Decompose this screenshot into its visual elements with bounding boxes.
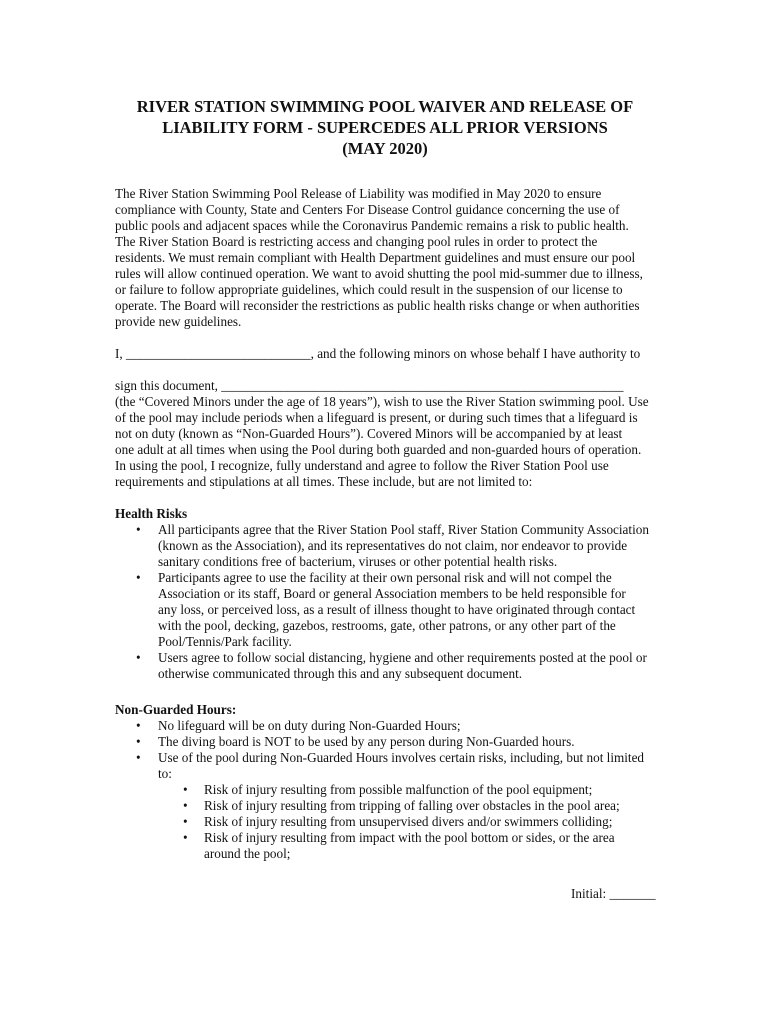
text-line: of the pool may include periods when a lifeguard is present, or during such times that a lifeguard is (115, 410, 638, 425)
bullet: • (136, 718, 141, 733)
bullet: • (136, 570, 141, 585)
document-title (100, 96, 670, 159)
text-line: In using the pool, I recognize, fully understand and agree to follow the River Station Pool use (115, 458, 609, 473)
list-item (115, 650, 675, 666)
sub-list-item (115, 814, 675, 830)
text-line: Pool/Tennis/Park facility. (158, 634, 292, 649)
text-line: The River Station Board is restricting access and changing pool rules in order to protect the (115, 234, 598, 249)
list-item (115, 522, 675, 538)
title-line: LIABILITY FORM - SUPERCEDES ALL PRIOR VERSIONS (162, 118, 608, 137)
section-heading: Non-Guarded Hours: (115, 702, 237, 717)
text-line: one adult at all times when using the Pool during both guarded and non-guarded hours of operation. (115, 442, 642, 457)
text-line: (known as the Association), and its representatives do not claim, nor endeavor to provide (158, 538, 628, 553)
non-guarded-hours-section (115, 702, 675, 862)
text-line: Risk of injury resulting from possible malfunction of the pool equipment; (204, 782, 593, 797)
list-item (115, 734, 675, 750)
text-line: or failure to follow appropriate guidelines, which could result in the suspension of our license to (115, 282, 623, 297)
text-line: I, ____________________________, and the following minors on whose behalf I have authority to (115, 346, 641, 361)
text-line: Risk of injury resulting from tripping of falling over obstacles in the pool area; (204, 798, 620, 813)
bullet: • (136, 522, 141, 537)
text-line: The River Station Swimming Pool Release of Liability was modified in May 2020 to ensure (115, 186, 602, 201)
text-line: around the pool; (204, 846, 291, 861)
text-line: sanitary conditions free of bacterium, viruses or other potential health risks. (158, 554, 558, 569)
list-item (115, 718, 675, 734)
text-line: any loss, or perceived loss, as a result of illness thought to have originated through contact (158, 602, 636, 617)
text-line: residents. We must remain compliant with Health Department guidelines and must ensure our pool (115, 250, 636, 265)
text-line: The diving board is NOT to be used by any person during Non-Guarded hours. (158, 734, 575, 749)
text-line: Association or its staff, Board or general Association members to be held responsible for (158, 586, 626, 601)
bullet: • (136, 734, 141, 749)
covered-minors-line[interactable]: sign this document, _____________________________________________________________ (115, 378, 624, 393)
text-line: Use of the pool during Non-Guarded Hours involves certain risks, including, but not limited (158, 750, 645, 765)
bullet: • (183, 814, 188, 829)
list-item (115, 750, 675, 766)
bullet: • (183, 782, 188, 797)
title-line: RIVER STATION SWIMMING POOL WAIVER AND RELEASE OF (136, 97, 634, 116)
title-line: (MAY 2020) (342, 139, 428, 158)
text-line: to: (158, 766, 172, 781)
text-line: requirements and stipulations at all times. These include, but are not limited to: (115, 474, 533, 489)
text-line: compliance with County, State and Centers For Disease Control guidance concerning the use of (115, 202, 620, 217)
text-line: public pools and adjacent spaces while the Coronavirus Pandemic remains a risk to public health. (115, 218, 629, 233)
text-line: Risk of injury resulting from unsupervised divers and/or swimmers colliding; (204, 814, 613, 829)
signer-name-line[interactable] (115, 346, 675, 362)
bullet: • (183, 830, 188, 845)
text-line: Users agree to follow social distancing, hygiene and other requirements posted at the pool or (158, 650, 647, 665)
sub-list-item (115, 782, 675, 798)
text-line: All participants agree that the River Station Pool staff, River Station Community Association (158, 522, 649, 537)
bullet: • (136, 650, 141, 665)
text-line: otherwise communicated through this and any subsequent document. (158, 666, 523, 681)
text-line: Risk of injury resulting from impact with the pool bottom or sides, or the area (204, 830, 615, 845)
text-line: Participants agree to use the facility at their own personal risk and will not compel the (158, 570, 612, 585)
agreement-paragraph (115, 378, 675, 490)
sub-list-item (115, 830, 675, 846)
text-line: rules will allow continued operation. We want to avoid shutting the pool mid-summer due to illness, (115, 266, 643, 281)
initial-field[interactable]: Initial: _______ (571, 886, 656, 901)
text-line: operate. The Board will reconsider the restrictions as public health risks change or when authorities (115, 298, 640, 313)
list-item (115, 570, 675, 586)
text-line: with the pool, decking, gazebos, restrooms, gate, other patrons, or any other part of the (158, 618, 616, 633)
health-risks-section (115, 506, 675, 682)
section-heading: Health Risks (115, 506, 188, 521)
intro-paragraph (115, 186, 675, 330)
sub-list-item (115, 798, 675, 814)
text-line: provide new guidelines. (115, 314, 242, 329)
bullet: • (183, 798, 188, 813)
text-line: No lifeguard will be on duty during Non-Guarded Hours; (158, 718, 461, 733)
text-line: not on duty (known as “Non-Guarded Hours”). Covered Minors will be accompanied by at least (115, 426, 623, 441)
bullet: • (136, 750, 141, 765)
text-line: (the “Covered Minors under the age of 18 years”), wish to use the River Station swimming pool. Use (115, 394, 649, 409)
